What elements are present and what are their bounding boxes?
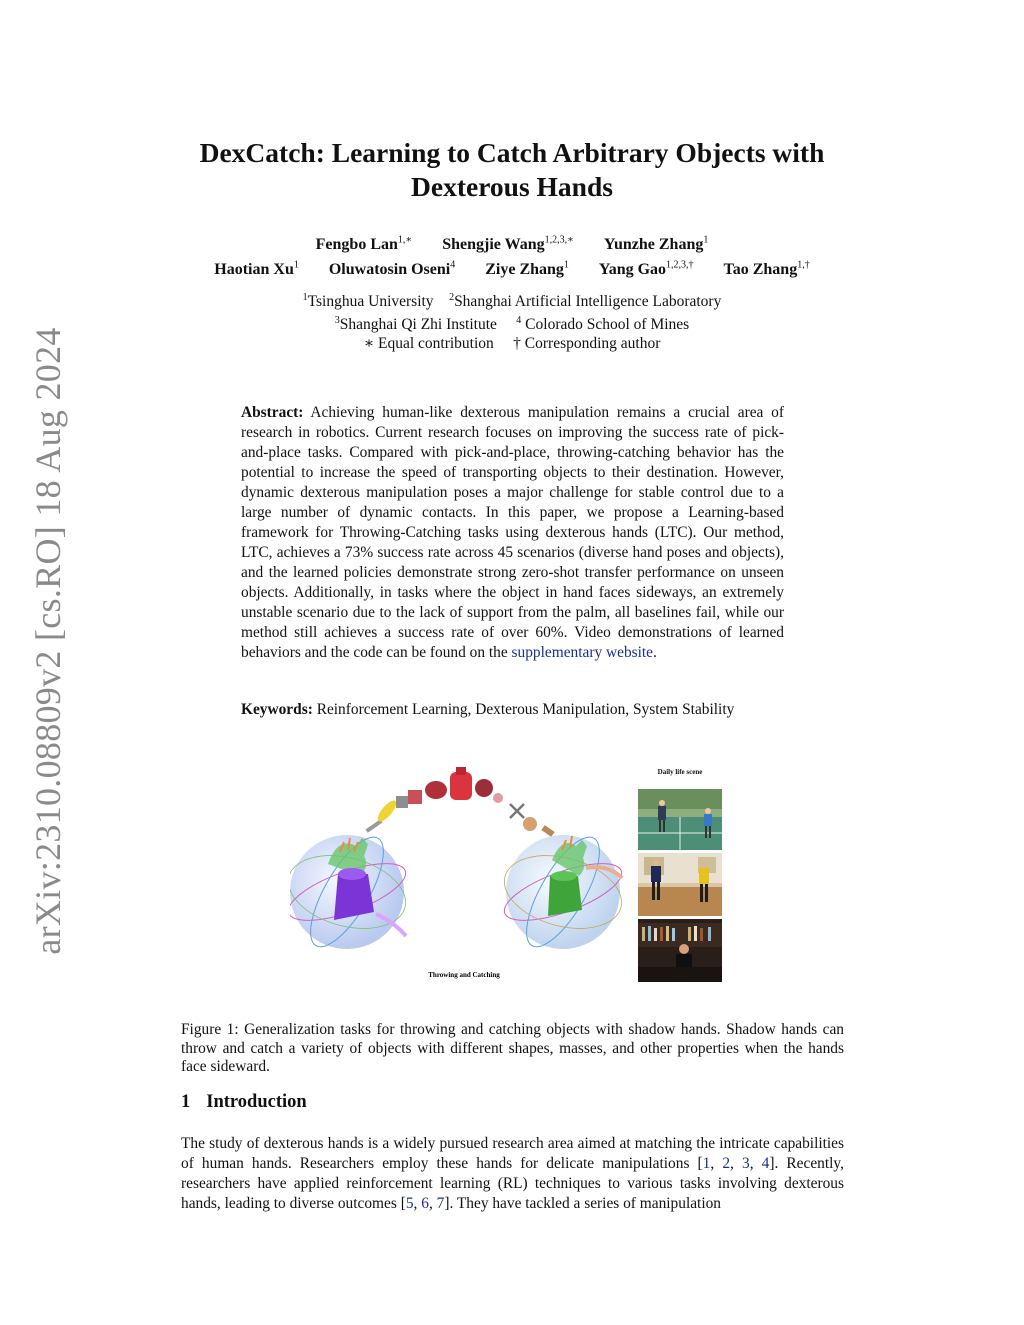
citation-link[interactable]: 7 [436, 1195, 445, 1212]
supplementary-website-link[interactable]: supplementary website [511, 644, 654, 661]
ball-icon [493, 793, 503, 803]
affiliation-row-2: $^3$Shanghai Qi Zhi Institute $^4$ Colorado School of Mines [334, 315, 690, 334]
daily-life-label: Daily life scene [657, 768, 703, 776]
tennis-court-photo [638, 789, 722, 850]
right-shadow-hand [496, 827, 630, 956]
abstract-text: Achieving human-like dexterous manipulation remains a crucial area of research in robotics. Current research focuses on improving the success rate of pick-and-place tasks. Compared with pick-and-place, throwing-catching behavior has the potential to increase the speed of transporting objects to their destination. However, dynamic dexterous manipulation poses a major challenge for stable control due to a large number of dynamic contacts. In this paper, we propose a Learning-based framework for Throwing-Catching tasks using dexterous hands (LTC). Our method, LTC, achieves a 73% success rate across 45 scenarios (diverse hand poses and objects), and the learned policies demonstrate strong zero-shot transfer performance on unseen objects. Additionally, in tasks where the object in hand faces sideways, an extremely unstable scenario due to the lack of support from the palm, all baselines fail, while our method still achieves a success rate of over 60%. Video demonstrations of learned behaviors and the code can be found on the [241, 404, 784, 661]
author: Yang Gao$^{1,2,3,\dagger}$ [598, 259, 694, 278]
green-object [548, 876, 582, 916]
cube-icon [408, 790, 422, 804]
bowl-icon [425, 781, 447, 799]
gym-photo [638, 853, 722, 916]
author-row-1 [0, 231, 1024, 255]
throwing-catching-illustration [290, 764, 630, 990]
keywords-text: Reinforcement Learning, Dexterous Manipulation, System Stability [316, 701, 735, 718]
section-title: Introduction [206, 1092, 307, 1112]
purple-object [334, 874, 374, 920]
bottle-icon [450, 772, 472, 800]
citation-link[interactable]: 3 [741, 1155, 750, 1172]
paper-title [0, 136, 1024, 204]
citation-link[interactable]: 4 [761, 1155, 770, 1172]
author: Oluwatosin Oseni$^4$ [328, 259, 456, 278]
affiliation-row-3: ∗ Equal contribution † Corresponding author [363, 335, 661, 353]
left-shadow-hand [290, 827, 414, 956]
throwing-catching-label: Throwing and Catching [428, 971, 500, 979]
author-list [0, 231, 1024, 280]
section-number: 1 [181, 1092, 191, 1112]
title-line-1: DexCatch: Learning to Catch Arbitrary Objects with [199, 137, 825, 168]
citation-link[interactable]: 5 [405, 1195, 414, 1212]
affiliation-row-1: $^1$Tsinghua University $^2$Shanghai Artificial Intelligence Laboratory [302, 292, 722, 311]
section-heading-introduction [181, 1092, 307, 1113]
abstract: Abstract: Achieving human-like dexterous manipulation remains a crucial area of research in robotics. Current research focuses on improving the success rate of pick-and-place tasks. Compared with pick-and-place, throwing-catching behavior has the potential to increase the speed of transporting objects to their destination. However, dynamic dexterous manipulation poses a major challenge for stable control due to a large number of dynamic contacts. In this paper, we propose a Learning-based framework for Throwing-Catching tasks using dexterous hands (LTC). Our method, LTC, achieves a 73% success rate across 45 scenarios (diverse hand poses and objects), and the learned policies demonstrate strong zero-shot transfer performance on unseen objects. Additionally, in tasks where the object in hand faces sideways, an extremely unstable scenario due to the lack of support from the palm, all baselines fail, while our method still achieves a success rate of over 60%. Video demonstrations of learned behaviors and the code can be found on the supplementary website. [241, 404, 784, 661]
peach-icon [523, 817, 537, 831]
citation-link[interactable]: 1 [702, 1155, 711, 1172]
figure-1-caption: Figure 1: Generalization tasks for throwing and catching objects with shadow hands. Shadow hands can throw and catch a variety of objects with different shapes, masses, and other properties when the hands face sideward. [181, 1021, 844, 1075]
mug-icon [475, 779, 493, 797]
author: Fengbo Lan$^{1,∗}$ [315, 235, 413, 254]
author: Shengjie Wang$^{1,2,3,∗}$ [442, 235, 574, 254]
title-line-2: Dexterous Hands [411, 171, 613, 202]
arxiv-identifier-text: arXiv:2310.08809v2 [cs.RO] 18 Aug 2024 [28, 327, 68, 955]
author: Ziye Zhang$^1$ [485, 259, 569, 278]
abstract-label: Abstract: [241, 404, 304, 421]
bar-photo [638, 919, 722, 982]
author-row-2 [0, 255, 1024, 279]
keywords [241, 700, 784, 720]
citation-link[interactable]: 6 [421, 1195, 429, 1212]
author: Yunzhe Zhang$^1$ [603, 235, 709, 254]
scissors-icon [510, 804, 524, 818]
wood-block-icon [541, 825, 554, 837]
banana-icon [375, 798, 399, 824]
keywords-label: Keywords: [241, 701, 313, 718]
block-icon [396, 796, 408, 808]
citation-link[interactable]: 2 [722, 1155, 731, 1172]
author: Haotian Xu$^1$ [214, 259, 299, 278]
author: Tao Zhang$^{1,\dagger}$ [723, 259, 810, 278]
thrown-objects-arc [365, 767, 554, 837]
introduction-paragraph: The study of dexterous hands is a widely pursued research area aimed at matching the intricate capabilities of human hands. Researchers employ these hands for delicate manipulations [1, 2, 3, 4]. Recently, researchers have applied reinforcement learning (RL) techniques to various tasks involving dexterous hands, leading to diverse outcomes [5, 6, 7]. They have tackled a series of manipulation [181, 1135, 844, 1212]
affiliations [0, 288, 1024, 353]
